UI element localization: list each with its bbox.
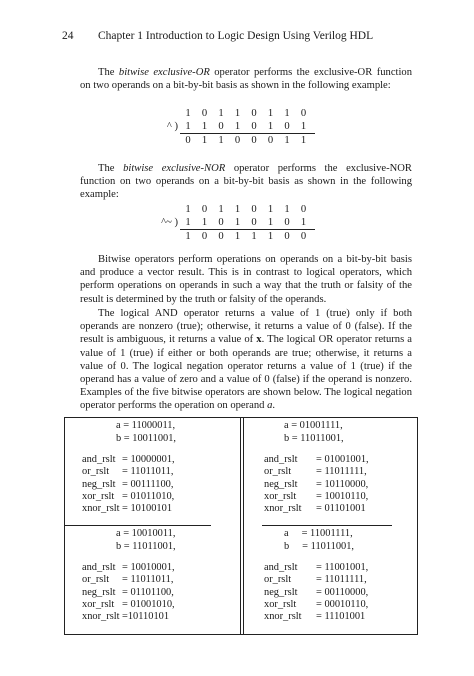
- bit-digit: 1: [218, 135, 224, 146]
- xor-row-result: [180, 134, 315, 147]
- xnor-intro-term: bitwise exclusive-NOR: [123, 163, 226, 174]
- xor-row-a: [180, 107, 315, 120]
- result-name: and_rslt: [82, 562, 116, 573]
- operand-b: b = 11011001,: [284, 432, 344, 444]
- bit-digit: 0: [251, 108, 257, 119]
- bit-digit: 0: [201, 108, 208, 119]
- logical-italic-a: a: [267, 400, 273, 412]
- result-value: = 10110000,: [316, 478, 369, 490]
- bitwise-vs-logical-paragraph: Bitwise operators perform operations on operands on a bit-by-bit basis and produce a vector result. This is in contrast to logical operators, which perform operations on operands in such a way that the truth or falsity of the result is determined by the truth or falsity of the operands.: [80, 254, 412, 305]
- bit-digit: 0: [267, 135, 274, 146]
- bit-digit: 1: [234, 121, 241, 132]
- examples-right-separator: [262, 525, 392, 526]
- logical-part3: .: [272, 400, 276, 412]
- bit-digit: 1: [300, 217, 307, 228]
- bit-digit: 0: [251, 217, 257, 228]
- bit-digit: 1: [267, 204, 274, 215]
- result-value: = 01011010,: [122, 490, 175, 502]
- bit-digit: 0: [284, 217, 290, 228]
- bit-digit: 1: [201, 217, 208, 228]
- operand-a: a = 11000011,: [116, 420, 176, 431]
- bit-digit: 0: [284, 121, 290, 132]
- bit-digit: 0: [300, 204, 307, 215]
- result-name: neg_rslt: [264, 478, 298, 490]
- result-name: xor_rslt: [82, 490, 115, 502]
- bit-digit: 0: [300, 108, 307, 119]
- bit-digit: 0: [251, 121, 257, 132]
- result-value: = 10000001,: [122, 454, 175, 465]
- xnor-row-result: [180, 230, 315, 243]
- bit-digit: 1: [218, 204, 224, 215]
- result-value: = 10100101: [122, 503, 173, 515]
- examples-column-divider: [240, 417, 244, 635]
- bit-digit: 0: [251, 135, 257, 146]
- result-name: xor_rslt: [264, 490, 297, 502]
- bit-digit: 0: [300, 231, 307, 242]
- result-name: xor_rslt: [82, 598, 115, 610]
- result-name: and_rslt: [82, 454, 116, 465]
- result-name: or_rslt: [264, 466, 292, 478]
- result-name: or_rslt: [82, 574, 110, 586]
- bit-digit: 0: [218, 217, 224, 228]
- result-name: xnor_rslt: [264, 611, 302, 623]
- bit-digit: 1: [185, 231, 191, 242]
- bit-digit: 1: [185, 204, 191, 215]
- xnor-example: [161, 203, 315, 243]
- bit-digit: 0: [218, 231, 224, 242]
- xor-intro-term: bitwise exclusive-OR: [118, 67, 210, 78]
- bit-digit: 0: [251, 204, 257, 215]
- bit-digit: 1: [234, 108, 241, 119]
- result-value: = 11011011,: [122, 466, 174, 478]
- xor-example: [166, 107, 315, 147]
- xor-intro-after: operator performs the exclusive-OR function on two operands on a bit-by-bit basis as shown in the following example:: [80, 67, 412, 92]
- result-name: xnor_rslt: [264, 503, 302, 515]
- result-value: = 01001010,: [122, 598, 175, 610]
- result-value: =10110101: [122, 611, 170, 623]
- logical-part2: . The logical OR operator returns a value of 1 (true) if either or both operands are true; otherwise, it returns a value of 0. The logical negation operator returns a value of 1 (true) if the operand has a value of zero and a value of 0 (false) if the operand is nonzero. Examples of the five bitwise operators are shown below. The logical negation operator performs the operation on operand: [80, 334, 413, 412]
- result-name: neg_rslt: [82, 478, 116, 490]
- result-value: = 01001001,: [316, 454, 369, 465]
- bit-digit: 0: [201, 204, 208, 215]
- page-number: 24: [62, 30, 74, 42]
- result-value: = 11011111,: [316, 574, 367, 586]
- result-value: = 11101001: [316, 611, 366, 623]
- result-value: = 00111100,: [122, 478, 174, 490]
- result-name: xor_rslt: [264, 598, 297, 610]
- xor-row-b: [166, 120, 315, 133]
- xor-operator: ^ ): [166, 121, 178, 132]
- bit-digit: 1: [267, 231, 274, 242]
- result-name: and_rslt: [264, 562, 298, 573]
- bit-digit: 1: [284, 135, 290, 146]
- bit-digit: 1: [267, 108, 274, 119]
- result-value: = 10010110,: [316, 490, 369, 502]
- logical-operators-paragraph: [80, 307, 412, 413]
- bit-digit: 0: [234, 135, 241, 146]
- xnor-intro-before: The: [98, 163, 124, 174]
- bit-digit: 1: [201, 121, 208, 132]
- result-value: = 01101001: [316, 503, 366, 515]
- bit-digit: 1: [201, 135, 208, 146]
- xnor-row-b: [161, 216, 315, 229]
- result-value: = 11011111,: [316, 466, 367, 478]
- bit-digit: 0: [284, 231, 290, 242]
- bit-digit: 0: [218, 121, 224, 132]
- operand-b: b = 11011001,: [116, 540, 176, 552]
- bit-digit: 1: [284, 108, 290, 119]
- bit-digit: 1: [185, 217, 191, 228]
- result-name: or_rslt: [264, 574, 292, 586]
- result-name: or_rslt: [82, 466, 110, 478]
- result-value: = 00110000,: [316, 586, 369, 598]
- xnor-intro-after: operator performs the exclusive-NOR function on two operands on a bit-by-bit basis as shown in the following example:: [80, 163, 412, 201]
- operand-a: a = 01001111,: [284, 420, 343, 431]
- bit-digit: 1: [284, 204, 290, 215]
- result-name: neg_rslt: [82, 586, 116, 598]
- logical-bold-x: x: [256, 334, 262, 346]
- bit-digit: 1: [234, 231, 241, 242]
- result-value: = 11011011,: [122, 574, 174, 586]
- xnor-row-a: [180, 203, 315, 216]
- bit-digit: 0: [185, 135, 191, 146]
- operand-b: b = 10011001,: [116, 432, 177, 444]
- bit-digit: 1: [300, 135, 307, 146]
- chapter-title: Chapter 1 Introduction to Logic Design Using Verilog HDL: [98, 30, 374, 42]
- bit-digit: 1: [218, 108, 224, 119]
- bit-digit: 1: [185, 121, 191, 132]
- operand-a: a = 10010011,: [116, 528, 176, 539]
- logical-part1: The logical AND operator returns a value of 1 (true) only if both operands are nonzero (true); otherwise, it returns a value of 0 (false). If the result is ambiguous, it returns a value of: [80, 308, 412, 346]
- bit-digit: 1: [267, 217, 274, 228]
- bit-digit: 1: [185, 108, 191, 119]
- bit-digit: 1: [267, 121, 274, 132]
- result-name: xnor_rslt: [82, 611, 120, 623]
- examples-left-separator: [64, 525, 211, 526]
- bit-digit: 1: [251, 231, 257, 242]
- result-value: = 00010110,: [316, 598, 369, 610]
- xor-intro-paragraph: [80, 66, 412, 92]
- operand-a: a = 11001111,: [284, 528, 353, 539]
- result-value: = 01101100,: [122, 586, 174, 598]
- bit-digit: 1: [234, 204, 241, 215]
- bit-digit: 1: [300, 121, 307, 132]
- result-name: and_rslt: [264, 454, 298, 465]
- result-name: xnor_rslt: [82, 503, 120, 515]
- xnor-intro-paragraph: [80, 162, 412, 202]
- bit-digit: 0: [201, 231, 208, 242]
- xnor-operator: ^~ ): [161, 217, 178, 228]
- result-value: = 10010001,: [122, 562, 175, 573]
- xor-intro-before: The: [98, 67, 119, 78]
- page-header: [62, 30, 373, 42]
- result-value: = 11001001,: [316, 562, 369, 573]
- operand-b: b = 11011001,: [284, 540, 355, 552]
- bit-digit: 1: [234, 217, 241, 228]
- result-name: neg_rslt: [264, 586, 298, 598]
